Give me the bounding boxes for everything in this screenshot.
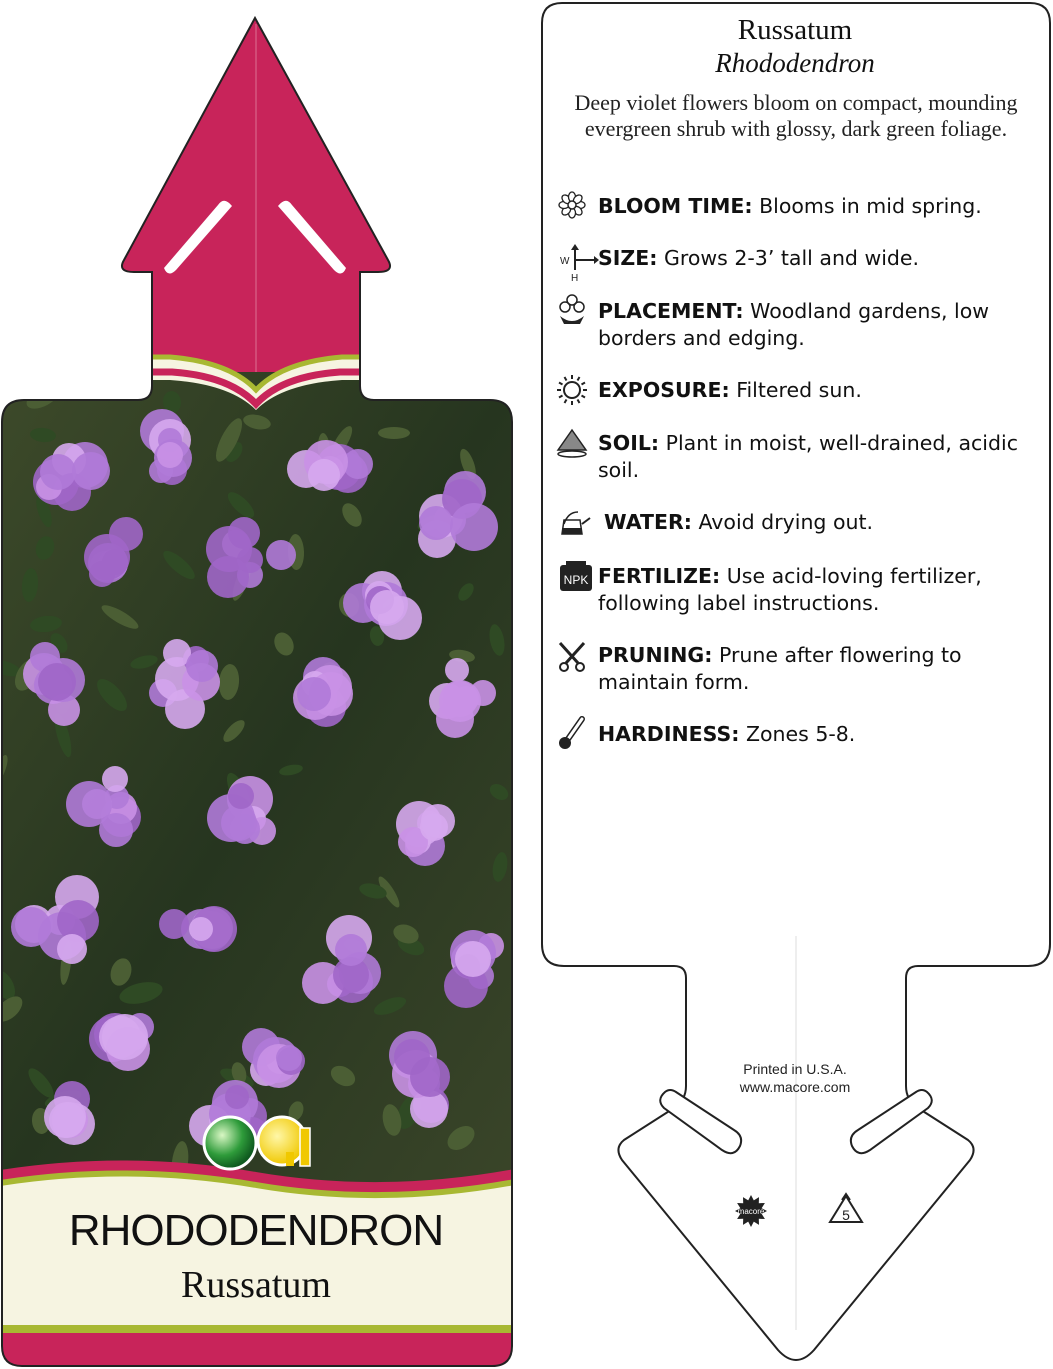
care-label: SOIL:: [598, 431, 660, 455]
icon-flower: [559, 192, 585, 218]
printed-info: [700, 1060, 890, 1096]
printed-website: www.macore.com: [739, 1079, 851, 1095]
care-label: SIZE:: [598, 246, 658, 270]
printed-country: Printed in U.S.A.: [743, 1061, 847, 1077]
care-label: EXPOSURE:: [598, 378, 730, 402]
care-text: Blooms in mid spring.: [752, 194, 982, 218]
front-cultivar-name: Russatum: [181, 1264, 331, 1306]
svg-text:NPK: NPK: [563, 573, 589, 587]
macore-logo-text: macore: [737, 1207, 765, 1216]
svg-text:W: W: [560, 256, 570, 267]
tag-top-magenta: [0, 0, 520, 372]
leaf: [378, 427, 410, 439]
care-text: Zones 5-8.: [739, 722, 856, 746]
care-label: WATER:: [604, 510, 692, 534]
care-label: FERTILIZE:: [598, 564, 721, 588]
svg-text:H: H: [571, 273, 579, 284]
front-genus-name: RHODODENDRON: [68, 1206, 444, 1255]
care-text: Filtered sun.: [729, 378, 862, 402]
plant-description: Deep violet flowers bloom on compact, mounding evergreen shrub with glossy, dark green foliage.: [574, 90, 1018, 141]
care-label: PLACEMENT:: [598, 299, 744, 323]
leaf: [63, 363, 111, 401]
care-label: HARDINESS:: [598, 722, 740, 746]
care-label: PRUNING:: [598, 643, 713, 667]
care-text: Plant in moist, well-drained, acidic soil.: [598, 431, 1018, 482]
front-tag: [0, 0, 520, 1369]
care-label: BLOOM TIME:: [598, 194, 753, 218]
care-text: Woodland gardens, low borders and edging.: [598, 299, 990, 350]
care-text: Use acid-loving fertilizer, following label instructions.: [598, 564, 982, 615]
genus-name: Rhododendron: [715, 48, 875, 78]
care-text: Avoid drying out.: [691, 510, 874, 534]
common-name: Russatum: [737, 14, 853, 46]
care-text: Grows 2-3’ tall and wide.: [657, 246, 920, 270]
care-text: Prune after flowering to maintain form.: [598, 643, 962, 694]
icon-fertilizer: [560, 561, 592, 591]
recycle-number: 5: [842, 1207, 850, 1223]
